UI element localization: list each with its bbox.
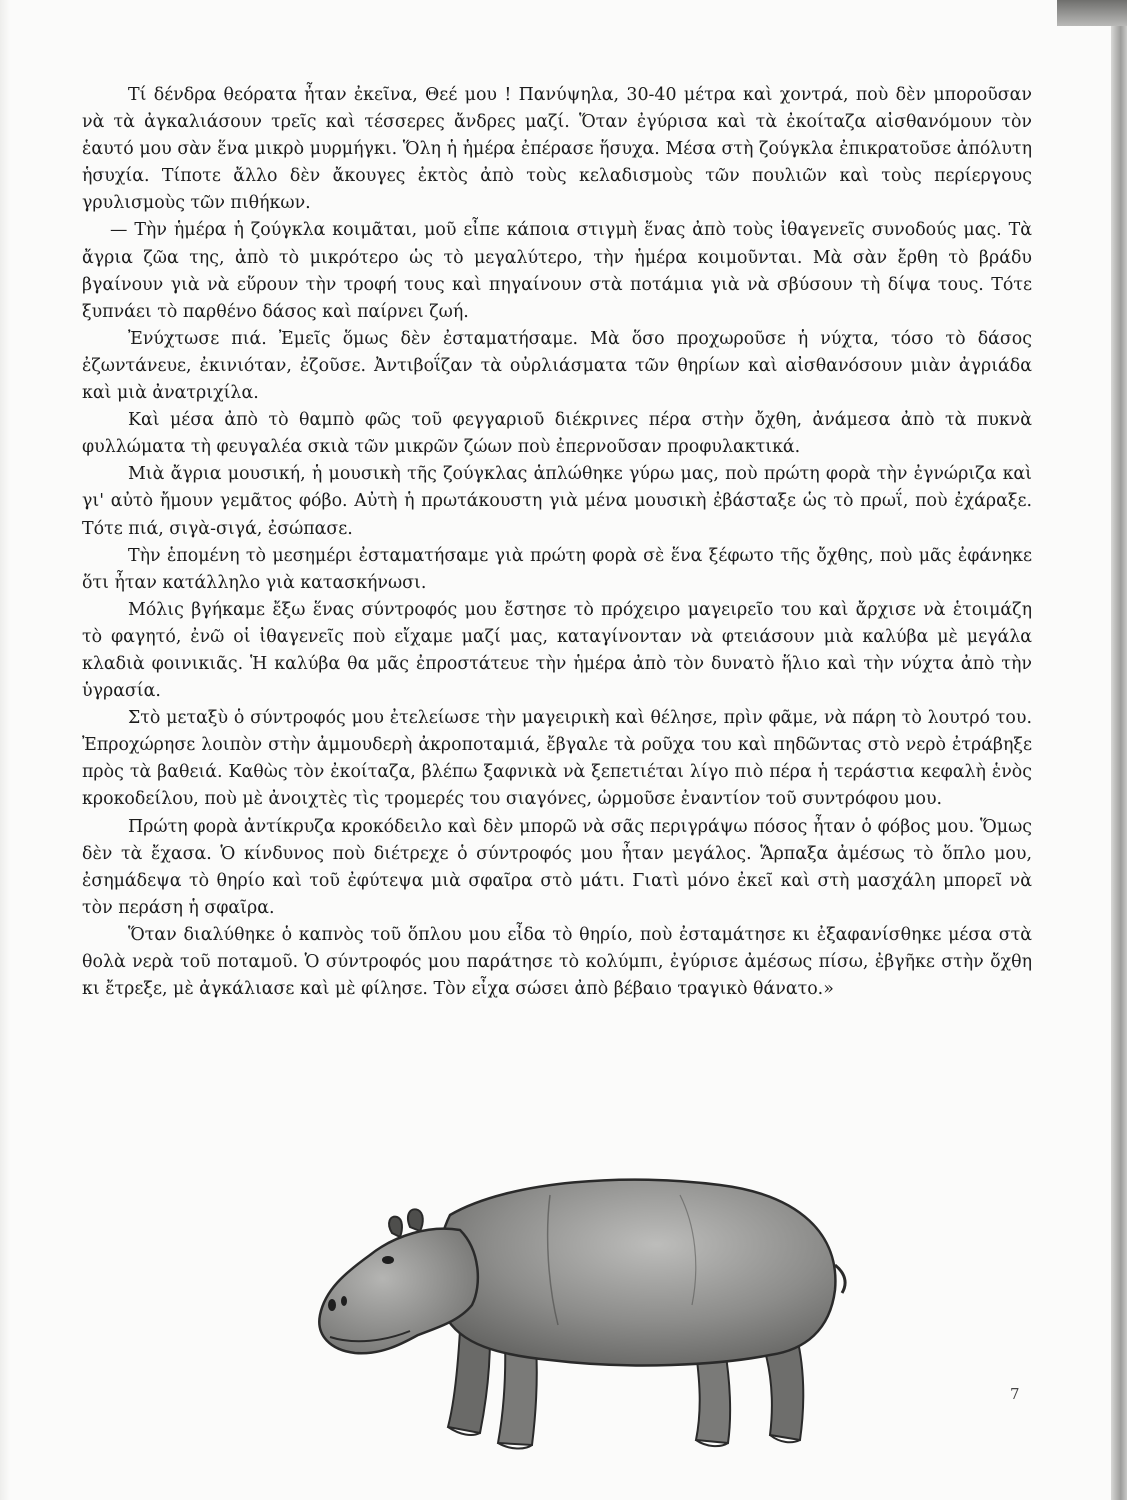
hippopotamus-illustration — [300, 1155, 900, 1465]
paragraph: — Τὴν ἡμέρα ἡ ζούγκλα κοιμᾶται, μοῦ εἶπε κάποια στιγμὴ ἕνας ἀπὸ τοὺς ἰθαγενεῖς συνοδούς μας. Τὰ ἄγρια ζῶα της, ἀπὸ τὸ μικρότερο ὡς τὸ μεγαλύτερο, τὴν ἡμέρα κοιμοῦνται. Μὰ σὰν ἔρθη τὸ βράδυ βγαίνουν γιὰ νὰ εὕρουν τὴν τροφή τους καὶ πηγαίνουν στὰ ποτάμια γιὰ νὰ σβύσουν τὴ δίψα τους. Τότε ξυπνάει τὸ παρθένο δάσος καὶ παίρνει ζωή. — [82, 220, 1032, 322]
page-number: 7 — [1010, 1385, 1020, 1403]
paragraph: Καὶ μέσα ἀπὸ τὸ θαμπὸ φῶς τοῦ φεγγαριοῦ διέκρινες πέρα στὴν ὄχθη, ἀνάμεσα ἀπὸ τὰ πυκνὰ φυλλώματα τὴ φευγαλέα σκιὰ τῶν μικρῶν ζώων ποὺ ἐπερνοῦσαν προφυλακτικά. — [82, 410, 1032, 458]
paragraph: Πρώτη φορὰ ἀντίκρυζα κροκόδειλο καὶ δὲν μπορῶ νὰ σᾶς περιγράψω πόσος ἦταν ὁ φόβος μου. Ὅμως δὲν τὰ ἔχασα. Ὁ κίνδυνος ποὺ διέτρεχε ὁ σύντροφός μου ἦταν μεγάλος. Ἅρπαξα ἀμέσως τὸ ὅπλο μου, ἐσημάδεψα τὸ θηρίο καὶ τοῦ ἐφύτεψα μιὰ σφαῖρα στὸ μάτι. Γιατὶ μόνο ἐκεῖ καὶ στὴ μασχάλη μπορεῖ νὰ τὸν περάση ἡ σφαῖρα. — [82, 816, 1032, 918]
story-text — [82, 82, 1032, 1003]
paragraph: Μιὰ ἄγρια μουσική, ἡ μουσικὴ τῆς ζούγκλας ἁπλώθηκε γύρω μας, ποὺ πρώτη φορὰ τὴν ἐγνώριζα καὶ γι' αὐτὸ ἤμουν γεμᾶτος φόβο. Αὐτὴ ἡ πρωτάκουστη γιὰ μένα μουσικὴ ἐβάσταξε ὡς τὸ πρωΐ, ποὺ ἐχάραξε. Τότε πιά, σιγὰ-σιγά, ἐσώπασε. — [82, 464, 1032, 539]
page-left-shadow — [0, 0, 10, 1500]
paragraph: Ἐνύχτωσε πιά. Ἐμεῖς ὅμως δὲν ἐσταματήσαμε. Μὰ ὅσο προχωροῦσε ἡ νύχτα, τόσο τὸ δάσος ἐζωντάνευε, ἐκινιόταν, ἐζοῦσε. Ἀντιβοΐζαν τὰ οὐρλιάσματα τῶν θηρίων καὶ αἰσθανόσουν μιὰν ἀγριάδα καὶ μιὰ ἀνατριχίλα. — [82, 328, 1032, 404]
paragraph: Στὸ μεταξὺ ὁ σύντροφός μου ἐτελείωσε τὴν μαγειρικὴ καὶ θέλησε, πρὶν φᾶμε, νὰ πάρη τὸ λουτρό του. Ἐπροχώρησε λοιπὸν στὴν ἀμμουδερὴ ἀκροποταμιά, ἔβγαλε τὰ ροῦχα του καὶ πηδῶντας στὸ νερὸ ἐτράβηξε πρὸς τὰ βαθειά. Καθὼς τὸν ἐκοίταζα, βλέπω ξαφνικὰ νὰ ξεπετιέται λίγο πιὸ πέρα ἡ τεράστια κεφαλὴ ἑνὸς κροκοδείλου, ποὺ μὲ ἀνοιχτὲς τὶς τρομερές του σιαγόνες, ὡρμοῦσε ἐναντίον τοῦ συντρόφου μου. — [82, 708, 1032, 810]
paragraph: Ὅταν διαλύθηκε ὁ καπνὸς τοῦ ὅπλου μου εἶδα τὸ θηρίο, ποὺ ἐσταμάτησε κι ἐξαφανίσθηκε μέσα στὰ θολὰ νερὰ τοῦ ποταμοῦ. Ὁ σύντροφός μου παράτησε τὸ κολύμπι, ἐγύρισε ἀμέσως πίσω, ἐβγῆκε στὴν ὄχθη κι ἔτρεξε, μὲ ἀγκάλιασε καὶ μὲ φίλησε. Τὸν εἶχα σώσει ἀπὸ βέβαιο τραγικὸ θάνατο.» — [82, 924, 1032, 1000]
paragraph: Μόλις βγήκαμε ἔξω ἕνας σύντροφός μου ἔστησε τὸ πρόχειρο μαγειρεῖο του καὶ ἄρχισε νὰ ἑτοιμάζη τὸ φαγητό, ἐνῶ οἱ ἰθαγενεῖς ποὺ εἴχαμε μαζί μας, καταγίνονταν νὰ φτειάσουν μιὰ καλύβα μὲ μεγάλα κλαδιὰ φοινικιᾶς. Ἡ καλύβα θα μᾶς ἐπροστάτευε τὴν ἡμέρα ἀπὸ τὸν δυνατὸ ἥλιο καὶ τὴν νύχτα ἀπὸ τὴν ὑγρασία. — [82, 599, 1032, 702]
paragraph: Τί δένδρα θεόρατα ἦταν ἐκεῖνα, Θεέ μου ! Πανύψηλα, 30-40 μέτρα καὶ χοντρά, ποὺ δὲν μποροῦσαν νὰ τὰ ἀγκαλιάσουν τρεῖς καὶ τέσσερες ἄνδρες μαζί. Ὅταν ἐγύρισα καὶ τὰ ἐκοίταζα αἰσθανόμουν τὸν ἑαυτό μου σὰν ἕνα μικρὸ μυρμήγκι. Ὅλη ἡ ἡμέρα ἐπέρασε ἥσυχα. Μέσα στὴ ζούγκλα ἐπικρατοῦσε ἀπόλυτη ἡσυχία. Τίποτε ἄλλο δὲν ἄκουγες ἐκτὸς ἀπὸ τοὺς κελαδισμοὺς τῶν πουλιῶν καὶ τοὺς περίεργους γρυλισμοὺς τῶν πιθήκων. — [82, 85, 1032, 214]
paragraph: Τὴν ἑπομένη τὸ μεσημέρι ἐσταματήσαμε γιὰ πρώτη φορὰ σὲ ἕνα ξέφωτο τῆς ὄχθης, ποὺ μᾶς ἐφάνηκε ὅτι ἦταν κατάλληλο γιὰ κατασκήνωσι. — [82, 545, 1032, 593]
page-corner-shadow — [1057, 0, 1127, 26]
page-right-edge — [1111, 0, 1127, 1500]
